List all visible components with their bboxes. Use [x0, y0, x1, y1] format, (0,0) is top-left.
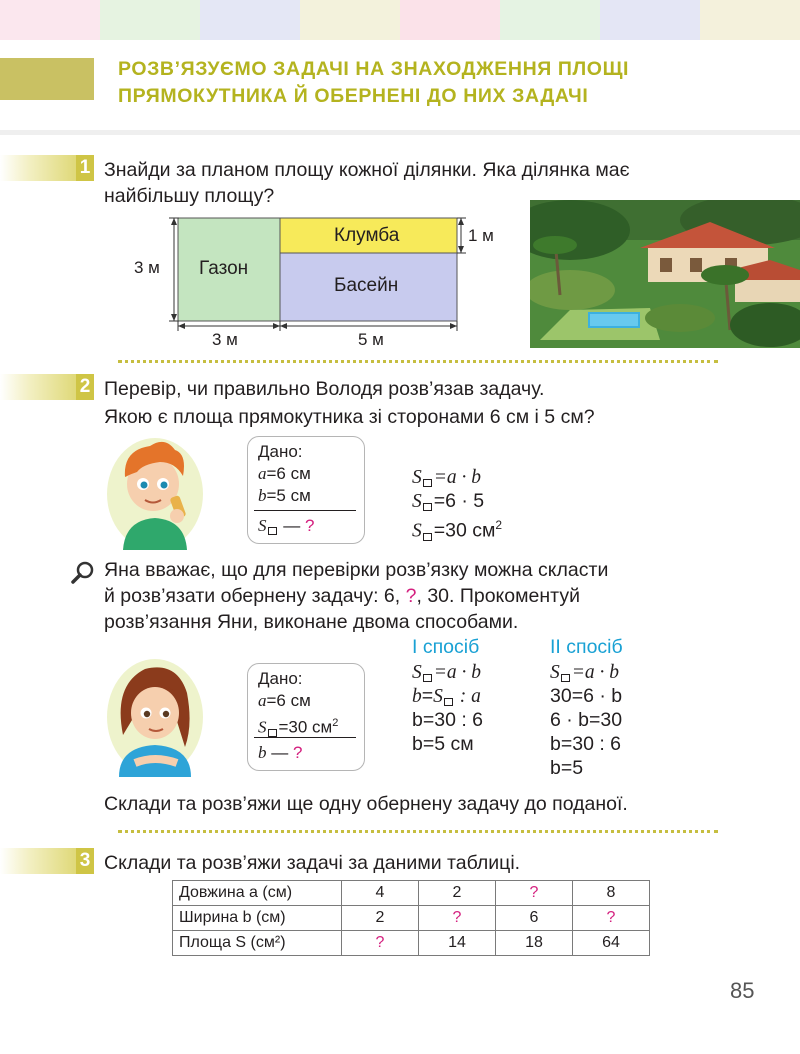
var-b: b — [258, 743, 267, 762]
task-3-tag — [0, 848, 94, 874]
row-label: Довжина a (см) — [173, 881, 342, 906]
yana-line-2-a: й розв’язати обернену задачу: 6, — [104, 585, 406, 607]
row-label: Ширина b (см) — [173, 906, 342, 931]
yana-line-2-b: , 30. Прокоментуй — [416, 585, 580, 607]
table-cell: 14 — [419, 931, 496, 956]
arrow-head — [171, 218, 177, 225]
lawn-label: Газон — [199, 258, 249, 279]
yana-line-2 — [104, 583, 580, 609]
data-table — [172, 880, 650, 956]
square-subscript — [561, 674, 570, 682]
row-label: Площа S (см²) — [173, 931, 342, 956]
unknown-mark: ? — [292, 743, 303, 762]
task-3-number: 3 — [76, 848, 94, 874]
squared-sup: 2 — [332, 717, 339, 729]
villa-photo — [530, 200, 800, 348]
title-line-2: ПРЯМОКУТНИКА Й ОБЕРНЕНІ ДО НИХ ЗАДАЧІ — [118, 85, 589, 107]
top-color-strip — [0, 0, 800, 40]
arrow-head — [280, 323, 287, 329]
boy-illustration — [105, 432, 205, 550]
table-row — [173, 931, 650, 956]
arrow-head — [450, 323, 457, 329]
table-cell: 4 — [342, 881, 419, 906]
width-right-label: 5 м — [358, 330, 384, 349]
table-cell: ? — [496, 881, 573, 906]
yana-line-3: розв’язання Яни, виконане двома способами. — [104, 611, 519, 633]
arrow-head — [458, 218, 464, 225]
table-cell: 2 — [419, 881, 496, 906]
task-1-tag — [0, 155, 94, 181]
table-row — [173, 906, 650, 931]
header-divider — [0, 130, 800, 135]
given-s-value: =30 см — [278, 717, 333, 737]
solution-line-2: =6 · 5 — [433, 490, 485, 512]
method-2-title: ІІ спосіб — [550, 636, 623, 658]
given-box-1 — [247, 436, 365, 544]
given-box-2 — [247, 663, 365, 771]
arrow-head — [458, 246, 464, 253]
dash: — — [278, 516, 305, 535]
var-s: S — [258, 717, 267, 737]
task-2-line-2: Якою є площа прямокутника зі сторонами 6 см і 5 см? — [104, 406, 595, 428]
table-cell: 8 — [573, 881, 650, 906]
arrow-head — [178, 323, 185, 329]
var-a: a — [258, 691, 267, 710]
method-1-line-4: b=5 см — [412, 733, 474, 755]
given-a-value: =6 см — [266, 691, 311, 710]
arrow-head — [171, 314, 177, 321]
table-cell: 18 — [496, 931, 573, 956]
arrow-head — [273, 323, 280, 329]
square-subscript — [444, 698, 453, 706]
section-divider-1 — [118, 360, 718, 363]
given-divider — [254, 737, 356, 738]
given-divider — [254, 510, 356, 511]
square-subscript — [423, 479, 432, 487]
method-1-title: І спосіб — [412, 636, 480, 658]
method-2-line-2: 30=6 · b — [550, 685, 623, 707]
table-cell: 6 — [496, 906, 573, 931]
yana-line-1: Яна вважає, що для перевірки розв’язку можна скласти — [104, 559, 609, 581]
height-left-label: 3 м — [134, 258, 160, 277]
page-title — [118, 56, 629, 110]
table-cell: 2 — [342, 906, 419, 931]
given-a-value: =6 см — [266, 464, 311, 483]
var-a: a — [258, 464, 267, 483]
table-cell: ? — [419, 906, 496, 931]
pool-label: Басейн — [334, 275, 399, 296]
task-2-number: 2 — [76, 374, 94, 400]
task-3-line-1: Склади та розв’яжи задачі за даними таблиці. — [104, 852, 521, 874]
table-cell: ? — [342, 931, 419, 956]
task-1-number: 1 — [76, 155, 94, 181]
title-line-1: РОЗВ’ЯЗУЄМО ЗАДАЧІ НА ЗНАХОДЖЕННЯ ПЛОЩІ — [118, 58, 630, 80]
task-1-line-1: Знайди за планом площу кожної ділянки. Яка ділянка має — [104, 159, 630, 181]
page-number: 85 — [730, 978, 755, 1003]
yana-unknown-mark: ? — [405, 585, 417, 607]
width-left-label: 3 м — [212, 330, 238, 349]
magnifier-icon — [70, 560, 96, 586]
square-subscript — [423, 503, 432, 511]
table-cell: ? — [573, 906, 650, 931]
unknown-mark: ? — [304, 516, 315, 535]
solution-line-1: =a · b — [433, 467, 482, 488]
task-1-line-2: найбільшу площу? — [104, 185, 275, 207]
squared-sup: 2 — [495, 518, 503, 532]
table-cell: 64 — [573, 931, 650, 956]
var-b: b — [258, 486, 267, 505]
section-divider-2 — [118, 830, 718, 833]
square-subscript — [268, 527, 277, 535]
height-right-label: 1 м — [468, 226, 494, 245]
solution-line-3: =30 см — [433, 519, 496, 542]
task-2-footer: Склади та розв’яжи ще одну обернену задачу до поданої. — [104, 793, 628, 815]
given-b-value: =5 см — [266, 486, 311, 505]
table-row — [173, 881, 650, 906]
girl-illustration — [105, 655, 205, 777]
method-2-line-1: =a · b — [571, 662, 620, 683]
method-1-line-1: =a · b — [433, 662, 482, 683]
method-1-line-2-lhs: b — [412, 686, 422, 707]
given-title: Дано: — [258, 669, 303, 688]
task-2-tag — [0, 374, 94, 400]
square-subscript — [423, 674, 432, 682]
dash: — — [266, 743, 293, 762]
site-plan-diagram — [130, 210, 510, 350]
method-2-line-3: 6 · b=30 — [550, 709, 623, 731]
given-title: Дано: — [258, 442, 303, 461]
flowerbed-label: Клумба — [334, 225, 400, 246]
method-1-line-2-rhs: : a — [454, 686, 481, 707]
var-s: S — [258, 516, 267, 535]
task-2-line-1: Перевір, чи правильно Володя розв’язав задачу. — [104, 378, 545, 400]
method-1-line-3: b=30 : 6 — [412, 709, 484, 731]
square-subscript — [268, 729, 277, 737]
square-subscript — [423, 533, 432, 541]
header-olive-block — [0, 58, 94, 100]
method-2-line-5: b=5 — [550, 757, 584, 779]
method-2-line-4: b=30 : 6 — [550, 733, 622, 755]
